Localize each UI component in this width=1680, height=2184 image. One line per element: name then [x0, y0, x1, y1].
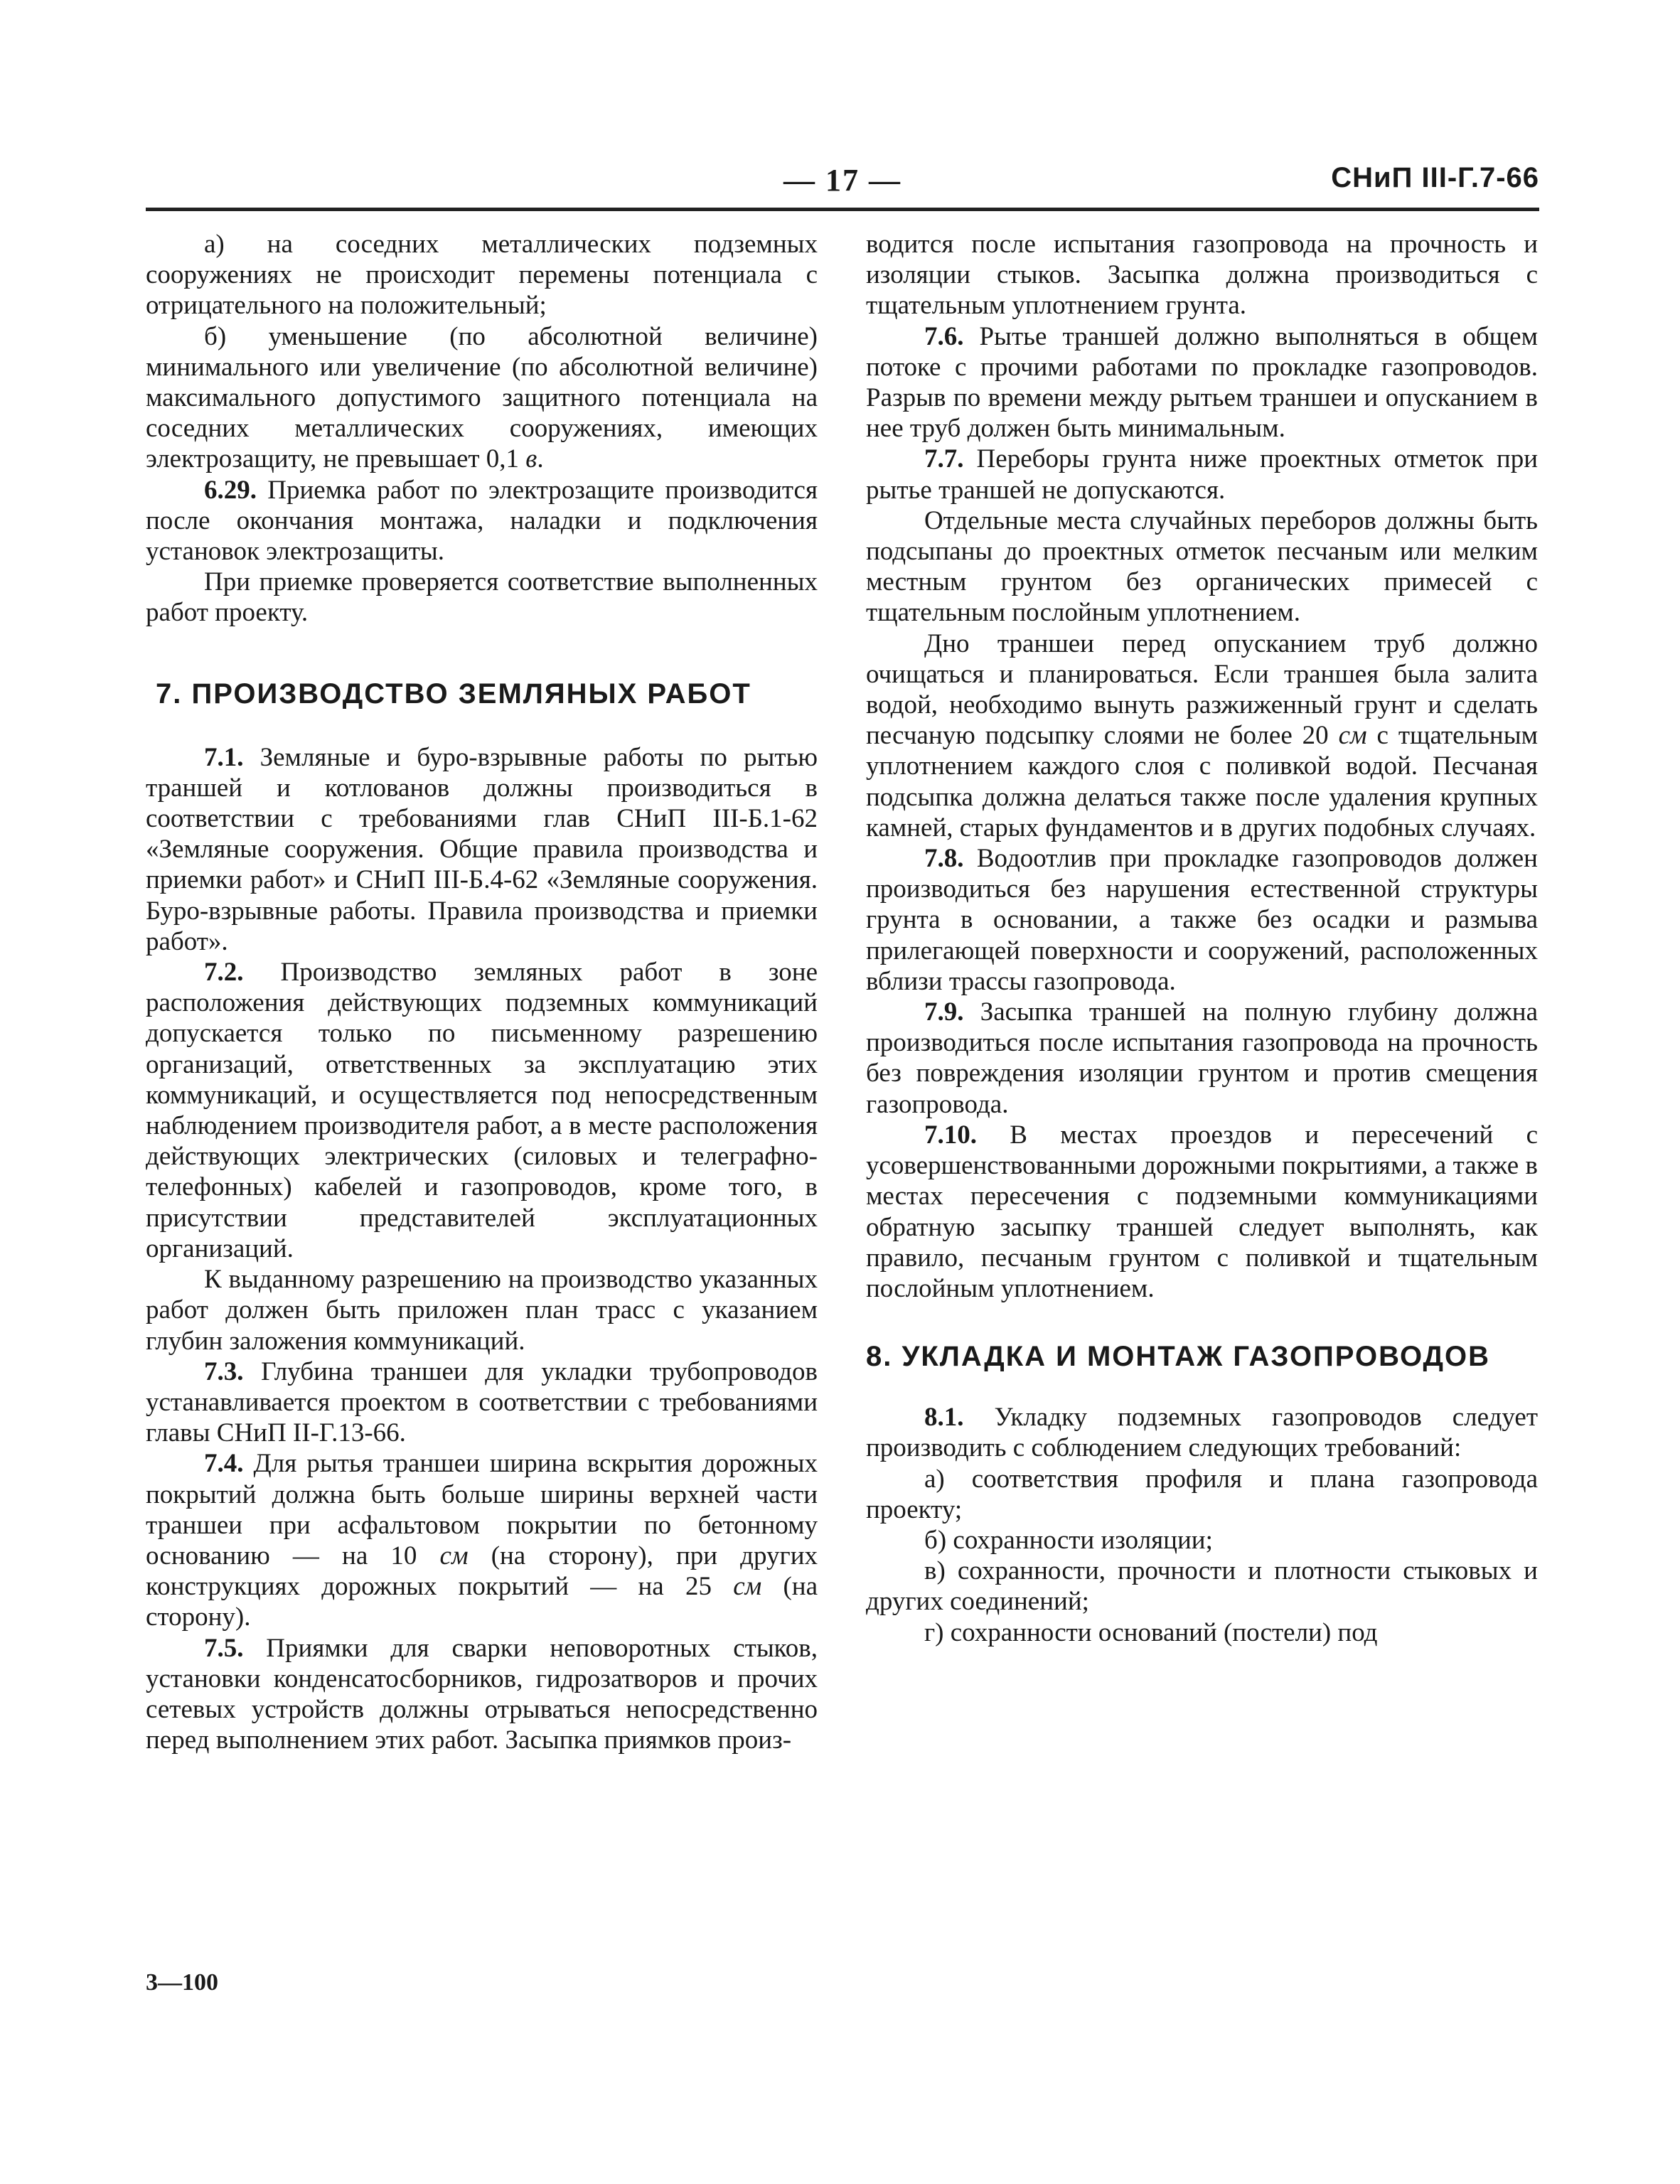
clause-7-4 [146, 1448, 818, 1632]
page-number: — 17 — [783, 163, 901, 198]
clause-number: 7.5. [204, 1633, 244, 1663]
document-code: СНиП III-Г.7-66 [1331, 162, 1539, 193]
clause-number: 7.3. [204, 1356, 244, 1386]
clause-7-8 [866, 843, 1538, 997]
requirement-c: в) сохранности, прочности и плотности стыковых и других соединений; [866, 1556, 1538, 1617]
paragraph-b-text: б) уменьшение (по абсолютной величине) минимального или увеличение (по абсолютной величине) максимального допустимого защитного потенциала на соседних металлических сооружениях, имеющих электрозащиту, не превышает 0,1 [146, 321, 818, 474]
clause-number: 7.8. [924, 844, 964, 874]
requirement-d: г) сохранности оснований (постели) под [924, 1617, 1378, 1647]
paragraph-trench-bottom [866, 628, 1538, 843]
clause-text: Засыпка траншей на полную глубину должна производиться после испытания газопровода на прочность без повреждения изоляции грунтом и против смещения газопровода. [866, 997, 1538, 1119]
printer-signature: 3—100 [146, 1969, 218, 1996]
clause-7-2 [146, 957, 818, 1264]
clause-text: Глубина траншеи для укладки трубопроводов устанавливается проектом в соответствии с требованиями главы СНиП II-Г.13-66. [146, 1356, 818, 1448]
unit-cm: см [439, 1541, 469, 1570]
paragraph-b [146, 321, 818, 475]
section-8-title: 8. УКЛАДКА И МОНТАЖ ГАЗОПРОВОДОВ [866, 1341, 1491, 1373]
clause-text-end: (на сторону). [146, 1572, 818, 1632]
paragraph-acceptance: При приемке проверяется соответствие выполненных работ проекту. [146, 567, 818, 628]
clause-text: Укладку подземных газопроводов следует производить с соблюдением следующих требований: [866, 1403, 1538, 1463]
clause-text: Производство земляных работ в зоне расположения действующих подземных коммуникаций допускается только по письменному разрешению организаций, ответственных за эксплуатацию этих коммуникаций, и осуществляется под непосредственным наблюдением производителя работ, а в месте расположения действующих электрических (силовых и телеграфно-телефонных) кабелей и газопроводов, кроме того, в присутствии представителей эксплуатационных организаций. [146, 958, 818, 1263]
clause-number: 7.7. [924, 444, 964, 474]
requirement-b: б) сохранности изоляции; [924, 1525, 1213, 1555]
unit-cm: см [1338, 721, 1367, 751]
clause-text: Земляные и буро-взрывные работы по рытью траншей и котлованов должны производиться в соответствии с требованиями глав СНиП III-Б.1-62 «Земляные сооружения. Общие правила производства и приемки работ» и СНиП III-Б.4-62 «Земляные сооружения. Буро-взрывные работы. Правила производства и приемки работ». [146, 742, 818, 956]
clause-number: 7.4. [204, 1449, 244, 1479]
left-column [146, 229, 818, 1755]
clause-8-1 [866, 1402, 1538, 1463]
clause-7-6 [866, 321, 1538, 444]
unit-volt: в [525, 444, 537, 474]
paragraph-text-end: с тщательным уплотнением каждого слоя с поливкой водой. Песчаная подсыпка должна делаться также после удаления крупных камней, старых фундаментов и в других подобных случаях. [866, 721, 1538, 842]
clause-text: Рытье траншей должно выполняться в общем потоке с прочими работами по прокладке газопроводов. Разрыв по времени между рытьем траншеи и опусканием в нее труб должен быть минимальным. [866, 321, 1538, 444]
clause-text: Для рытья траншеи ширина вскрытия дорожных покрытий должна быть больше ширины верхней части траншеи при асфальтовом покрытии по бетонному основанию — на 10 [146, 1449, 818, 1570]
clause-7-9 [866, 997, 1538, 1120]
clause-text: Приямки для сварки неповоротных стыков, установки конденсатосборников, гидрозатворов и прочих сетевых устройств должны отрываться непосредственно перед выполнением этих работ. Засыпка приямков произ- [146, 1633, 818, 1755]
clause-text: Приемка работ по электрозащите производится после окончания монтажа, наладки и подключения установок электрозащиты. [146, 475, 818, 567]
paragraph-b-end: . [537, 444, 544, 474]
clause-7-7 [866, 444, 1538, 505]
clause-7-5 [146, 1633, 818, 1756]
clause-text: Переборы грунта ниже проектных отметок при рытье траншей не допускаются. [866, 444, 1538, 505]
clause-text: Водоотлив при прокладке газопроводов должен производиться без нарушения естественной структуры грунта в основании, а также без осадки и размыва прилегающей поверхности и сооружений, расположенных вблизи трассы газопровода. [866, 844, 1538, 996]
paragraph-overdig: Отдельные места случайных переборов должны быть подсыпаны до проектных отметок песчаным или мелким местным грунтом без органических примесей с тщательным послойным уплотнением. [866, 505, 1538, 628]
clause-number: 7.2. [204, 958, 244, 987]
clause-number: 8.1. [924, 1403, 964, 1433]
paragraph-continued: водится после испытания газопровода на прочность и изоляции стыков. Засыпка должна производиться с тщательным уплотнением грунта. [866, 230, 1538, 321]
clause-7-10 [866, 1120, 1538, 1304]
clause-number: 7.10. [924, 1120, 977, 1150]
unit-cm: см [733, 1572, 762, 1602]
clause-text: В местах проездов и пересечений с усовершенствованными дорожными покрытиями, а также в местах пересечения с подземными коммуникациями обратную засыпку траншей следует выполнять, как правило, песчаным грунтом с поливкой и тщательным послойным уплотнением. [866, 1120, 1538, 1303]
clause-6-29 [146, 475, 818, 567]
paragraph-a: а) на соседних металлических подземных сооружениях не происходит перемены потенциала с отрицательного на положительный; [146, 230, 818, 321]
paragraph-permit: К выданному разрешению на производство указанных работ должен быть приложен план трасс с указанием глубин заложения коммуникаций. [146, 1265, 818, 1356]
clause-text-cont: (на сторону), при других конструкциях дорожных покрытий — на 25 [146, 1541, 818, 1602]
header-rule [146, 208, 1539, 211]
paragraph-text: Дно траншеи перед опусканием труб должно очищаться и планироваться. Если траншея была залита водой, необходимо вынуть разжиженный грунт и сделать песчаную подсыпку слоями не более 20 [866, 628, 1538, 751]
page-header [146, 162, 1539, 205]
right-column [866, 229, 1538, 1648]
clause-7-1 [146, 742, 818, 957]
clause-number: 6.29. [204, 475, 257, 505]
requirement-a: а) соответствия профиля и плана газопровода проекту; [866, 1464, 1538, 1524]
clause-number: 7.6. [924, 321, 964, 351]
clause-7-3 [146, 1356, 818, 1449]
clause-number: 7.1. [204, 742, 244, 772]
section-7-title: 7. ПРОИЗВОДСТВО ЗЕМЛЯНЫХ РАБОТ [156, 678, 751, 710]
clause-number: 7.9. [924, 997, 964, 1027]
